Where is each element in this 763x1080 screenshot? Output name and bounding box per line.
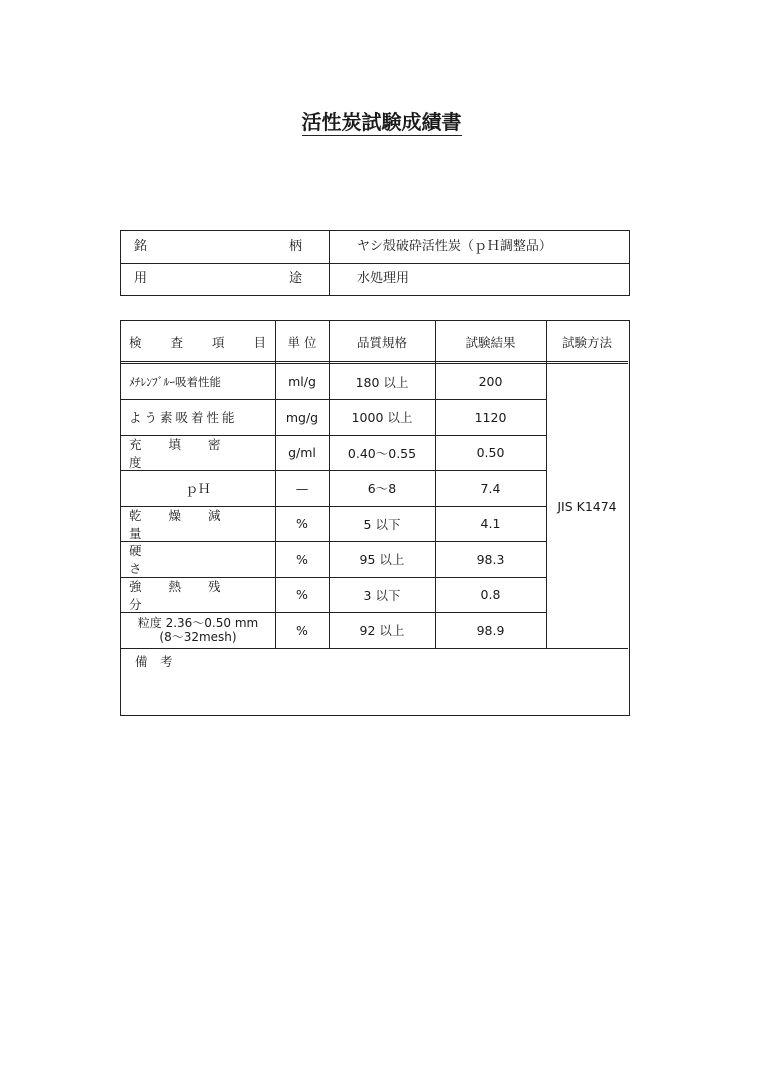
item-text: 乾燥減量 xyxy=(129,507,248,541)
item-text-line2: (8〜32mesh) xyxy=(159,630,237,644)
spec-cell: 0.40〜0.55 xyxy=(347,445,417,461)
unit-cell: % xyxy=(296,551,308,567)
use-label-right: 途 xyxy=(289,271,303,286)
result-cell: 98.9 xyxy=(476,622,505,638)
header-spec: 品質規格 xyxy=(356,334,407,350)
brand-label-right: 柄 xyxy=(289,239,303,254)
result-cell: 200 xyxy=(478,374,503,389)
product-row-use xyxy=(121,263,629,295)
spec-cell: 92 以上 xyxy=(359,623,405,638)
item-packing-density xyxy=(121,435,275,470)
unit-cell: ml/g xyxy=(288,374,316,389)
header-method: 試験方法 xyxy=(561,334,612,350)
brand-value: ヤシ殻破砕活性炭（ｐＨ調整品） xyxy=(357,239,552,254)
item-iodine xyxy=(121,399,275,435)
document-title xyxy=(0,106,763,135)
spec-cell: 5 以下 xyxy=(363,516,401,532)
spec-cell: 3 以下 xyxy=(363,587,401,603)
method-cell: JIS K1474 xyxy=(557,498,617,514)
item-drying-loss xyxy=(121,506,275,541)
product-row-brand xyxy=(121,231,629,264)
spec-cell: 180 以上 xyxy=(355,374,409,390)
unit-cell: g/ml xyxy=(288,445,316,460)
spec-cell: 95 以上 xyxy=(359,552,405,567)
result-cell: 7.4 xyxy=(480,480,501,496)
header-item-char: 項 xyxy=(211,334,225,350)
brand-label-left: 銘 xyxy=(134,239,148,254)
row-line xyxy=(121,648,628,649)
item-ph: ｐＨ xyxy=(185,481,211,496)
item-text: ﾒﾁﾚﾝﾌﾞﾙｰ吸着性能 xyxy=(129,374,221,389)
header-item-char: 目 xyxy=(253,334,266,350)
unit-cell: % xyxy=(296,622,308,638)
result-cell: 4.1 xyxy=(480,516,501,531)
header-result: 試験結果 xyxy=(465,334,516,350)
header-unit: 単 位 xyxy=(287,334,317,350)
item-text: 充填密度 xyxy=(129,436,248,470)
item-text: よう素吸着性能 xyxy=(129,410,238,425)
product-table xyxy=(120,230,630,296)
result-cell: 98.3 xyxy=(476,551,505,567)
item-hardness xyxy=(121,541,275,577)
item-methylene-blue xyxy=(121,364,275,399)
column-divider xyxy=(329,263,330,295)
use-label-left: 用 xyxy=(134,271,148,286)
item-ignition-residue xyxy=(121,577,275,612)
unit-cell: — xyxy=(295,480,309,496)
result-cell: 1120 xyxy=(474,409,507,425)
unit-cell: % xyxy=(296,516,308,531)
spec-cell: 1000 以上 xyxy=(351,410,413,425)
result-cell: 0.50 xyxy=(476,445,505,460)
result-cell: 0.8 xyxy=(480,587,501,602)
header-item-char: 検 xyxy=(129,334,142,350)
item-text: 硬さ xyxy=(129,543,242,576)
item-text-line1: 粒度 2.36〜0.50 mm xyxy=(137,616,259,630)
item-text: 強熱残分 xyxy=(129,578,248,612)
item-particle-size xyxy=(121,612,275,648)
unit-cell: % xyxy=(296,587,308,602)
use-value: 水処理用 xyxy=(357,271,410,286)
test-results-table xyxy=(120,320,630,716)
document-title-text: 活性炭試験成績書 xyxy=(301,110,462,134)
header-item-char: 査 xyxy=(170,334,183,350)
unit-cell: mg/g xyxy=(285,409,319,425)
remarks-label: 備 考 xyxy=(135,654,173,669)
spec-cell: 6〜8 xyxy=(367,481,397,496)
column-divider xyxy=(329,231,330,263)
header-item xyxy=(121,321,275,362)
